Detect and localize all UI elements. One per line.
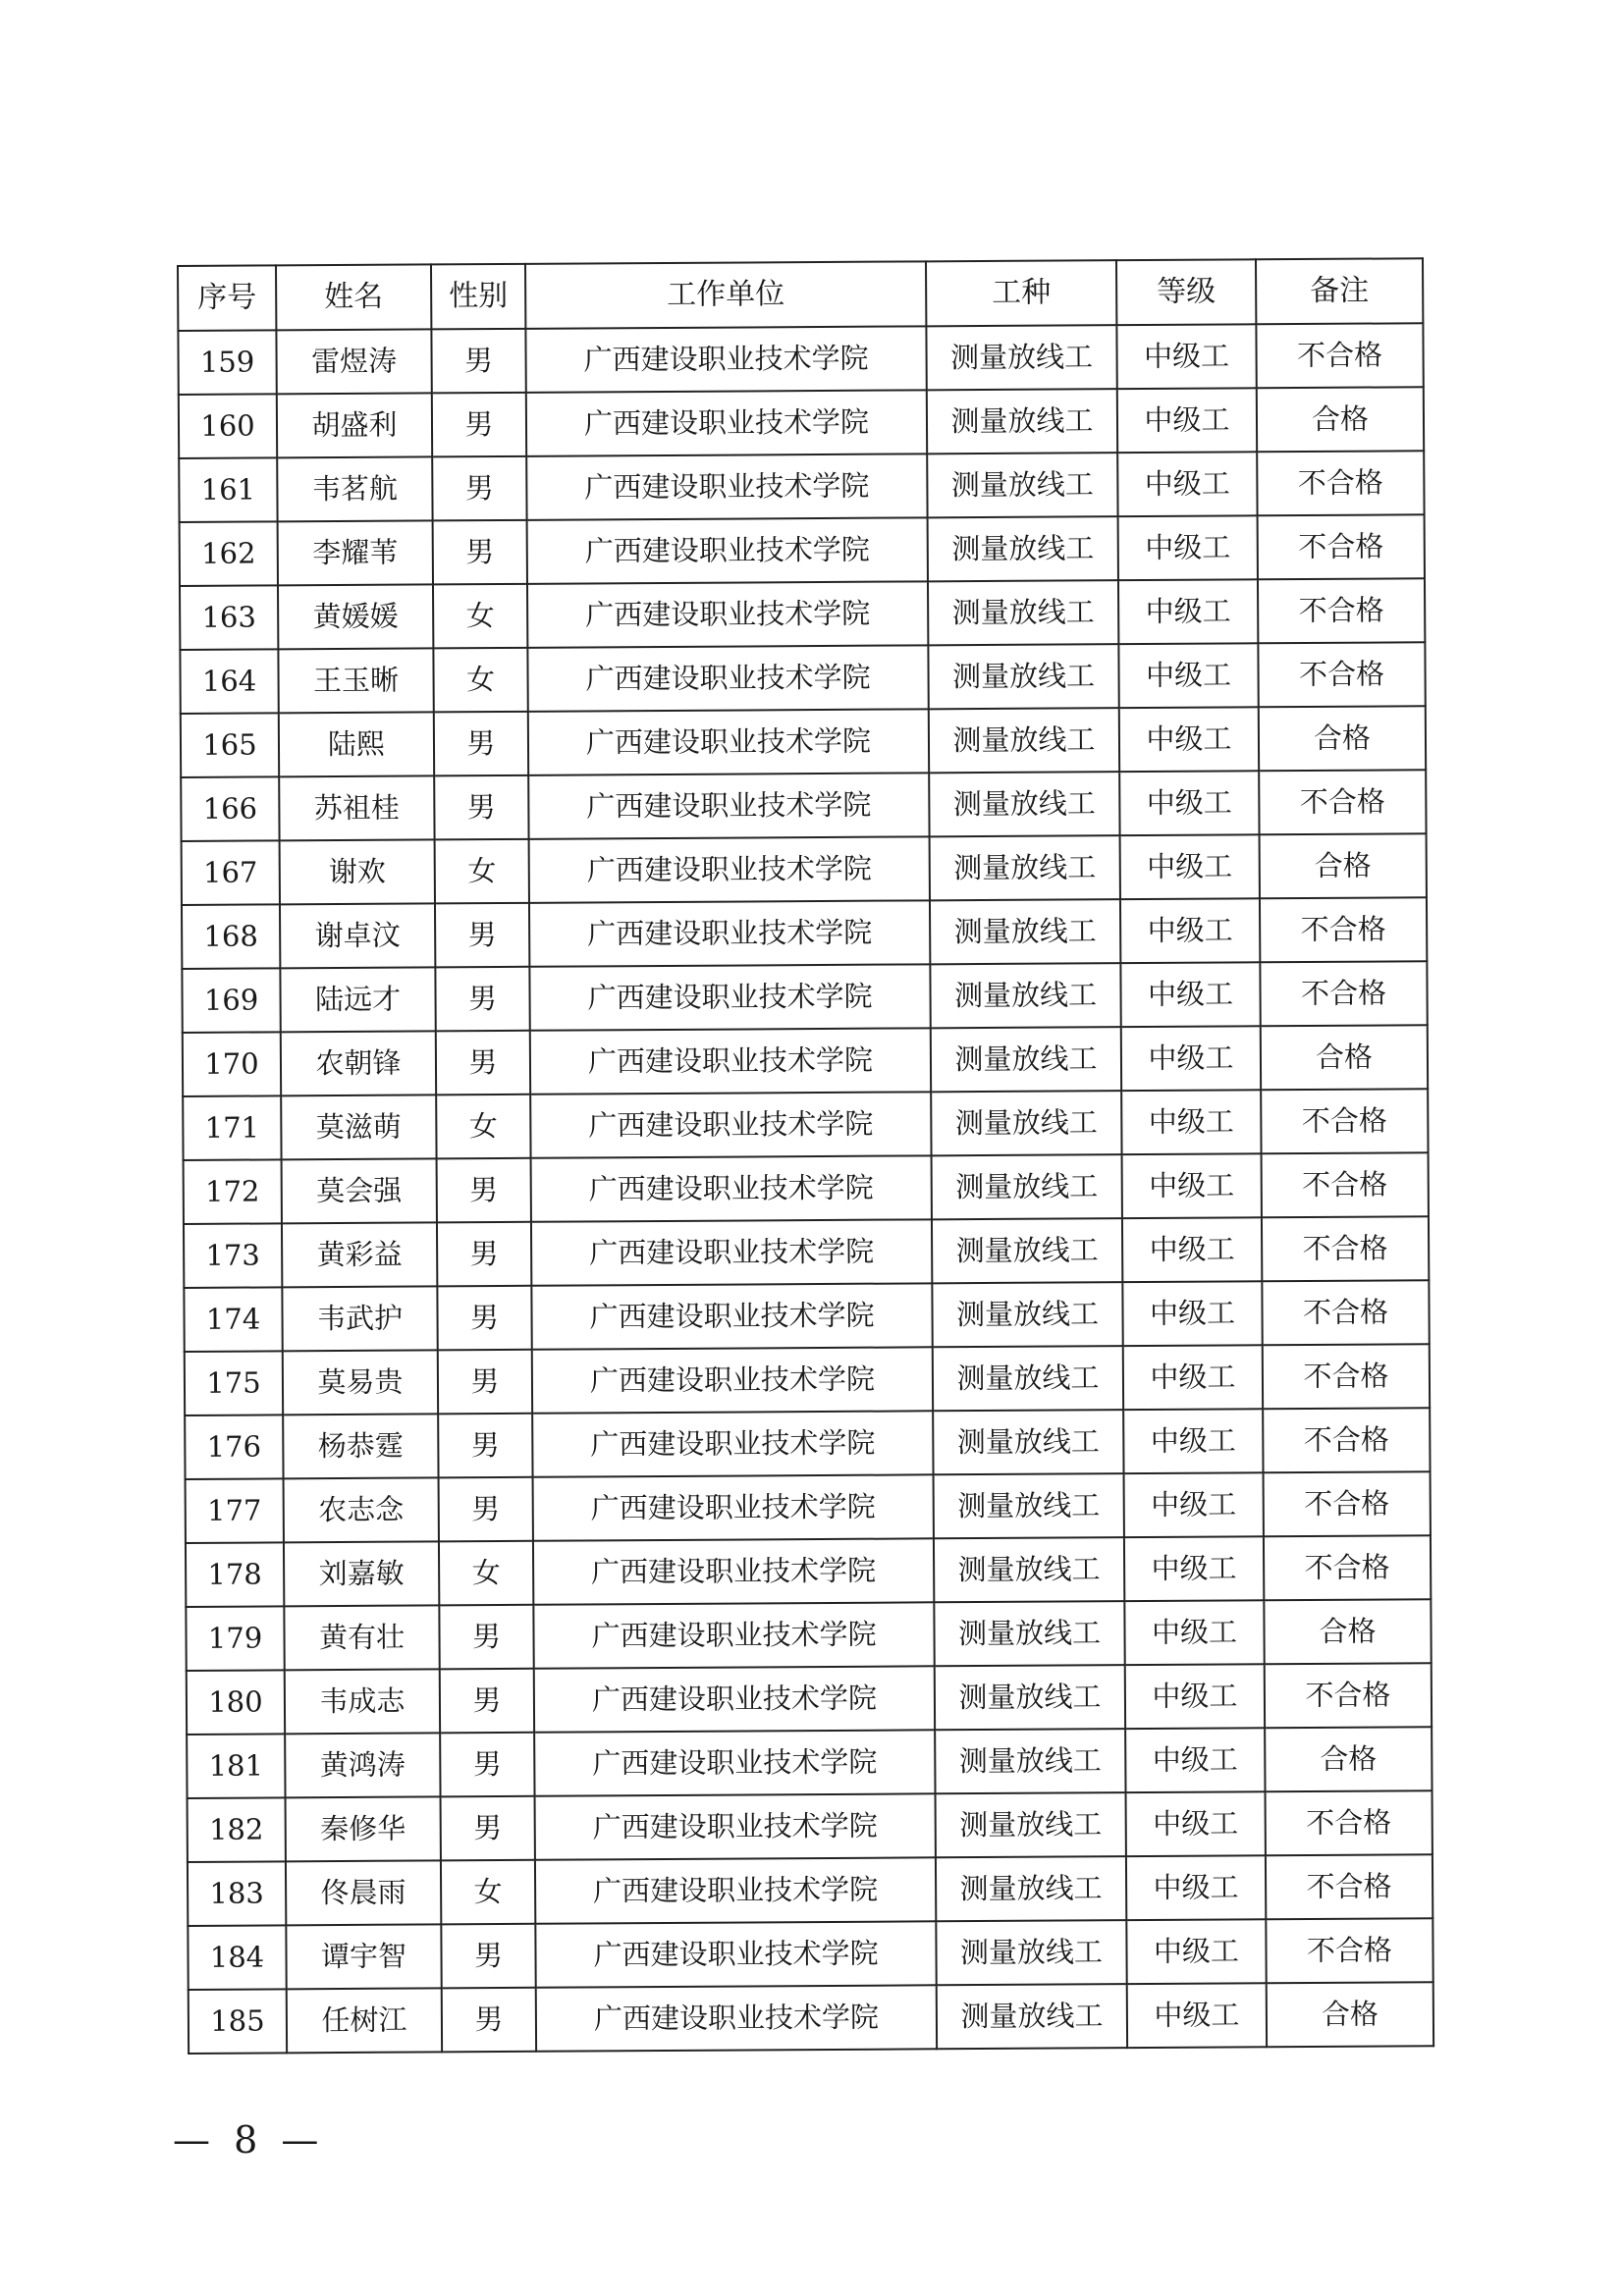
cell-name: 农朝锋 [281, 1031, 436, 1095]
cell-workplace: 广西建设职业技术学院 [532, 1347, 933, 1413]
cell-remark: 不合格 [1256, 323, 1423, 388]
cell-remark: 不合格 [1258, 642, 1425, 707]
cell-level: 中级工 [1122, 1153, 1262, 1218]
table-row [180, 514, 1425, 586]
table-row [183, 1025, 1428, 1096]
cell-index: 159 [178, 330, 276, 395]
cell-name: 谢卓汶 [280, 903, 435, 968]
cell-trade: 测量放线工 [927, 389, 1117, 454]
cell-level: 中级工 [1120, 834, 1260, 899]
cell-name: 黄鸿涛 [285, 1733, 440, 1797]
cell-trade: 测量放线工 [930, 835, 1120, 900]
cell-gender: 男 [434, 712, 528, 776]
cell-trade: 测量放线工 [929, 772, 1119, 836]
cell-trade: 测量放线工 [931, 1027, 1121, 1092]
cell-gender: 女 [439, 1541, 533, 1606]
cell-trade: 测量放线工 [928, 580, 1118, 645]
cell-workplace: 广西建设职业技术学院 [530, 1028, 931, 1094]
cell-remark: 不合格 [1260, 961, 1427, 1026]
cell-gender: 男 [432, 393, 526, 457]
cell-gender: 男 [437, 1158, 531, 1223]
cell-index: 177 [186, 1478, 284, 1543]
cell-level: 中级工 [1125, 1664, 1265, 1729]
cell-gender: 男 [441, 1924, 535, 1989]
table-row [184, 1152, 1429, 1224]
cell-workplace: 广西建设职业技术学院 [532, 1411, 933, 1476]
cell-remark: 合格 [1260, 833, 1427, 898]
table-row [180, 578, 1425, 650]
cell-level: 中级工 [1117, 388, 1257, 453]
cell-gender: 男 [431, 329, 525, 394]
cell-level: 中级工 [1125, 1728, 1265, 1792]
cell-trade: 测量放线工 [929, 708, 1119, 773]
cell-name: 农志念 [284, 1477, 439, 1542]
cell-remark: 合格 [1261, 1025, 1428, 1090]
cell-level: 中级工 [1120, 962, 1260, 1027]
cell-name: 刘嘉敏 [284, 1541, 439, 1606]
table-row [186, 1599, 1431, 1671]
cell-name: 黄有壮 [284, 1605, 439, 1670]
cell-trade: 测量放线工 [936, 1920, 1126, 1985]
cell-name: 胡盛利 [277, 393, 432, 457]
cell-trade: 测量放线工 [932, 1218, 1122, 1283]
cell-name: 陆远才 [280, 967, 435, 1032]
cell-gender: 女 [441, 1860, 535, 1925]
cell-remark: 不合格 [1264, 1471, 1431, 1536]
cell-trade: 测量放线工 [935, 1665, 1125, 1730]
cell-gender: 男 [435, 967, 529, 1032]
cell-level: 中级工 [1122, 1217, 1262, 1282]
cell-workplace: 广西建设职业技术学院 [533, 1474, 934, 1540]
cell-index: 174 [184, 1287, 282, 1352]
cell-trade: 测量放线工 [926, 325, 1116, 390]
cell-workplace: 广西建设职业技术学院 [531, 1283, 932, 1349]
cell-gender: 男 [437, 1222, 531, 1287]
cell-index: 166 [181, 776, 279, 841]
cell-remark: 合格 [1267, 1982, 1433, 2047]
cell-name: 秦修华 [286, 1796, 441, 1861]
table-row [181, 770, 1426, 841]
cell-index: 178 [186, 1542, 284, 1607]
table-row [187, 1663, 1432, 1735]
header-trade: 工种 [926, 260, 1116, 326]
cell-remark: 合格 [1257, 387, 1424, 452]
cell-index: 179 [186, 1606, 284, 1671]
cell-index: 183 [188, 1861, 286, 1926]
cell-level: 中级工 [1121, 1090, 1261, 1154]
cell-level: 中级工 [1117, 452, 1257, 516]
cell-level: 中级工 [1119, 771, 1259, 835]
cell-trade: 测量放线工 [937, 1984, 1127, 2049]
table-row [188, 1854, 1433, 1926]
cell-level: 中级工 [1126, 1791, 1266, 1856]
cell-workplace: 广西建设职业技术学院 [529, 900, 930, 966]
cell-remark: 不合格 [1258, 514, 1425, 579]
cell-level: 中级工 [1118, 515, 1258, 580]
cell-level: 中级工 [1116, 324, 1256, 389]
table-row [179, 451, 1424, 522]
cell-index: 175 [185, 1351, 283, 1415]
cell-remark: 不合格 [1262, 1152, 1429, 1217]
cell-gender: 男 [432, 456, 526, 521]
cell-workplace: 广西建设职业技术学院 [535, 1793, 936, 1859]
cell-level: 中级工 [1120, 898, 1260, 963]
cell-workplace: 广西建设职业技术学院 [531, 1219, 932, 1285]
cell-name: 杨恭霆 [283, 1414, 438, 1478]
cell-index: 171 [183, 1095, 281, 1160]
cell-remark: 不合格 [1265, 1663, 1432, 1728]
cell-name: 黄媛媛 [278, 584, 433, 649]
cell-gender: 男 [440, 1669, 534, 1734]
cell-gender: 男 [442, 1988, 536, 2053]
cell-gender: 男 [435, 903, 529, 968]
cell-gender: 男 [439, 1605, 533, 1670]
cell-trade: 测量放线工 [932, 1154, 1122, 1219]
cell-remark: 不合格 [1261, 1089, 1428, 1153]
table-row [187, 1727, 1432, 1798]
cell-name: 陆熙 [279, 712, 434, 776]
cell-remark: 不合格 [1260, 897, 1427, 962]
cell-name: 谢欢 [280, 839, 435, 904]
cell-remark: 不合格 [1263, 1344, 1430, 1409]
cell-gender: 男 [440, 1733, 534, 1797]
cell-index: 172 [184, 1159, 282, 1224]
table-row [184, 1280, 1429, 1352]
cell-trade: 测量放线工 [928, 644, 1118, 709]
table-header-row [178, 258, 1423, 331]
header-index: 序号 [178, 265, 276, 331]
table-row [189, 1982, 1433, 2054]
cell-remark: 不合格 [1258, 578, 1425, 643]
cell-remark: 不合格 [1259, 770, 1426, 834]
cell-level: 中级工 [1124, 1472, 1264, 1537]
cell-index: 162 [180, 521, 278, 586]
cell-trade: 测量放线工 [932, 1282, 1122, 1347]
table-row [185, 1408, 1430, 1479]
cell-level: 中级工 [1124, 1600, 1264, 1665]
cell-remark: 不合格 [1263, 1408, 1430, 1472]
cell-trade: 测量放线工 [935, 1729, 1125, 1793]
table-row [183, 1089, 1428, 1160]
cell-gender: 男 [439, 1477, 533, 1542]
cell-workplace: 广西建设职业技术学院 [533, 1602, 934, 1668]
cell-index: 182 [188, 1797, 286, 1862]
cell-trade: 测量放线工 [936, 1792, 1126, 1857]
cell-name: 韦成志 [285, 1669, 440, 1734]
cell-trade: 测量放线工 [934, 1601, 1124, 1666]
cell-level: 中级工 [1126, 1855, 1266, 1920]
table-row [188, 1790, 1433, 1862]
cell-workplace: 广西建设职业技术学院 [526, 390, 927, 455]
cell-remark: 合格 [1265, 1727, 1432, 1791]
cell-trade: 测量放线工 [930, 899, 1120, 964]
cell-gender: 男 [438, 1350, 532, 1415]
cell-gender: 男 [436, 1031, 530, 1095]
cell-name: 韦茗航 [277, 456, 432, 521]
cell-name: 雷煜涛 [276, 329, 431, 394]
cell-gender: 男 [433, 520, 527, 585]
cell-remark: 不合格 [1257, 451, 1424, 515]
cell-workplace: 广西建设职业技术学院 [530, 1092, 931, 1157]
cell-level: 中级工 [1124, 1536, 1264, 1601]
cell-trade: 测量放线工 [927, 453, 1117, 517]
cell-remark: 不合格 [1266, 1790, 1433, 1855]
cell-index: 184 [188, 1925, 286, 1990]
cell-remark: 不合格 [1266, 1918, 1433, 1983]
cell-workplace: 广西建设职业技术学院 [536, 1985, 937, 2051]
cell-workplace: 广西建设职业技术学院 [529, 964, 930, 1030]
cell-remark: 不合格 [1262, 1216, 1429, 1281]
cell-name: 王玉晰 [278, 648, 433, 713]
cell-remark: 合格 [1259, 706, 1426, 771]
results-table [177, 257, 1434, 2055]
cell-workplace: 广西建设职业技术学院 [527, 517, 928, 583]
table-row [182, 833, 1427, 905]
cell-name: 莫易贵 [283, 1350, 438, 1415]
table-row [186, 1471, 1431, 1543]
cell-trade: 测量放线工 [936, 1856, 1126, 1921]
cell-index: 181 [187, 1734, 285, 1798]
cell-gender: 女 [433, 584, 527, 649]
cell-workplace: 广西建设职业技术学院 [535, 1921, 936, 1987]
cell-index: 165 [181, 713, 279, 777]
cell-name: 莫会强 [282, 1158, 437, 1223]
cell-trade: 测量放线工 [928, 516, 1118, 581]
table-row [186, 1535, 1431, 1607]
table-row [182, 897, 1427, 969]
cell-workplace: 广西建设职业技术学院 [534, 1730, 935, 1795]
header-workplace: 工作单位 [525, 261, 926, 328]
cell-gender: 女 [435, 839, 529, 904]
cell-gender: 男 [434, 775, 528, 840]
cell-level: 中级工 [1122, 1281, 1262, 1346]
cell-gender: 女 [436, 1095, 530, 1159]
cell-remark: 不合格 [1264, 1535, 1431, 1600]
cell-name: 谭宇智 [286, 1924, 441, 1989]
cell-trade: 测量放线工 [934, 1473, 1124, 1538]
cell-index: 167 [182, 840, 280, 905]
cell-index: 164 [180, 649, 278, 714]
cell-name: 韦武护 [282, 1286, 437, 1351]
cell-name: 佟晨雨 [286, 1860, 441, 1925]
cell-remark: 不合格 [1262, 1280, 1429, 1345]
cell-workplace: 广西建设职业技术学院 [531, 1155, 932, 1221]
cell-workplace: 广西建设职业技术学院 [534, 1666, 935, 1732]
header-remark: 备注 [1256, 258, 1423, 324]
header-gender: 性别 [431, 264, 525, 330]
table-body [178, 323, 1433, 2054]
cell-workplace: 广西建设职业技术学院 [527, 581, 928, 647]
cell-index: 169 [182, 968, 280, 1033]
cell-index: 160 [179, 394, 277, 458]
cell-name: 黄彩益 [282, 1222, 437, 1287]
cell-level: 中级工 [1123, 1345, 1263, 1410]
cell-index: 163 [180, 585, 278, 650]
cell-level: 中级工 [1118, 643, 1258, 708]
cell-workplace: 广西建设职业技术学院 [528, 709, 929, 774]
header-level: 等级 [1116, 259, 1256, 325]
cell-index: 176 [185, 1415, 283, 1479]
cell-workplace: 广西建设职业技术学院 [528, 773, 929, 838]
cell-workplace: 广西建设职业技术学院 [525, 326, 926, 392]
cell-workplace: 广西建设职业技术学院 [529, 836, 930, 902]
cell-remark: 合格 [1264, 1599, 1431, 1664]
header-name: 姓名 [276, 264, 431, 330]
table-row [188, 1918, 1433, 1990]
cell-gender: 女 [433, 648, 527, 713]
table-row [178, 323, 1423, 395]
cell-index: 173 [184, 1223, 282, 1288]
cell-gender: 男 [441, 1796, 535, 1861]
cell-name: 李耀苇 [278, 520, 433, 585]
cell-workplace: 广西建设职业技术学院 [533, 1538, 934, 1604]
table-row [181, 706, 1426, 777]
cell-gender: 男 [438, 1414, 532, 1478]
cell-name: 莫滋萌 [281, 1095, 436, 1159]
cell-index: 180 [187, 1670, 285, 1735]
cell-level: 中级工 [1121, 1026, 1261, 1091]
cell-index: 161 [179, 457, 277, 522]
table-row [182, 961, 1427, 1033]
cell-trade: 测量放线工 [931, 1091, 1121, 1155]
table-row [185, 1344, 1430, 1415]
cell-level: 中级工 [1119, 707, 1259, 772]
cell-name: 苏祖桂 [279, 775, 434, 840]
cell-workplace: 广西建设职业技术学院 [527, 645, 928, 711]
cell-index: 185 [189, 1989, 287, 2054]
cell-trade: 测量放线工 [934, 1537, 1124, 1602]
cell-name: 任树江 [287, 1988, 442, 2053]
cell-remark: 不合格 [1266, 1854, 1433, 1919]
cell-gender: 男 [437, 1286, 531, 1351]
cell-level: 中级工 [1118, 579, 1258, 644]
cell-trade: 测量放线工 [933, 1346, 1123, 1411]
cell-level: 中级工 [1123, 1409, 1263, 1473]
table-row [179, 387, 1424, 458]
page-number: — 8 — [173, 2118, 325, 2162]
cell-workplace: 广西建设职业技术学院 [535, 1857, 936, 1923]
cell-level: 中级工 [1127, 1983, 1267, 2048]
cell-index: 168 [182, 904, 280, 969]
cell-workplace: 广西建设职业技术学院 [526, 454, 927, 519]
table-row [184, 1216, 1429, 1288]
cell-index: 170 [183, 1032, 281, 1096]
cell-trade: 测量放线工 [930, 963, 1120, 1028]
cell-trade: 测量放线工 [933, 1410, 1123, 1474]
cell-level: 中级工 [1126, 1919, 1266, 1984]
table-row [180, 642, 1425, 714]
